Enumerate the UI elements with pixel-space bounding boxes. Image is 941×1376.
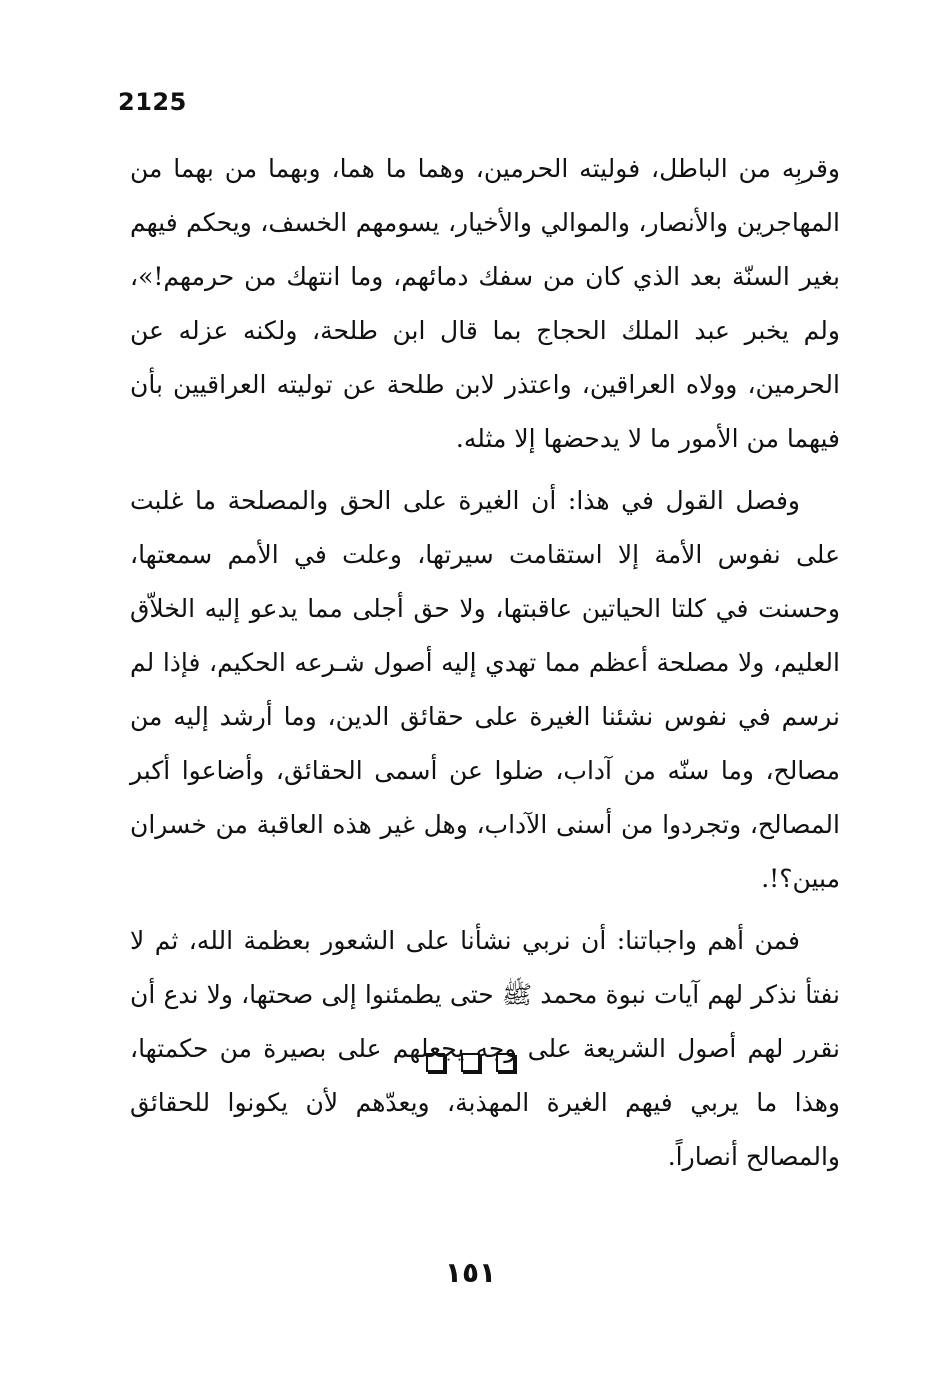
body-text — [130, 142, 840, 1192]
paragraph-3: فمن أهم واجباتنا: أن نربي نشأنا على الشعور بعظمة الله، ثم لا نفتأ نذكر لهم آيات نبوة محمد ﷺ حتى يطمئنوا إلى صحتها، ولا ندع أن نقرر لهم أصول الشريعة على وجه يجعلهم على بصيرة من حكمتها، وهذا ما يربي فيهم الغيرة المهذبة، ويعدّهم لأن يكونوا للحقائق والمصالح أنصاراً. — [130, 926, 840, 1171]
ornament-square-icon — [461, 1053, 480, 1072]
section-divider-ornament — [0, 1053, 941, 1072]
page-number-bottom: ١٥١ — [444, 1256, 497, 1289]
paragraph-1: وقربِه من الباطل، فوليته الحرمين، وهما ما هما، وبهما من بهما من المهاجرين والأنصار، والموالي والأخيار، يسومهم الخسف، ويحكم فيهم بغير السنّة بعد الذي كان من سفك دمائهم، وما انتهك من حرمهم!»، ولم يخبر عبد الملك الحجاج بما قال ابن طلحة، ولكنه عزله عن الحرمين، وولاه العراقين، واعتذر لابن طلحة عن توليته العراقيين بأن فيهما من الأمور ما لا يدحضها إلا مثله. — [130, 154, 840, 453]
paragraph-2: وفصل القول في هذا: أن الغيرة على الحق والمصلحة ما غلبت على نفوس الأمة إلا استقامت سيرتها، وعلت في الأمم سمعتها، وحسنت في كلتا الحياتين عاقبتها، ولا حق أجلى مما يدعو إليه الخلاّق العليم، ولا مصلحة أعظم مما تهدي إليه أصول شـرعه الحكيم، فإذا لم نرسم في نفوس نشئنا الغيرة على حقائق الدين، وما أرشد إليه من مصالح، وما سنّه من آداب، ضلوا عن أسمى الحقائق، وأضاعوا أكبر المصالح، وتجردوا من أسنى الآداب، وهل غير هذه العاقبة من خسران مبين؟!. — [130, 486, 840, 893]
ornament-square-icon — [496, 1053, 515, 1072]
ornament-square-icon — [426, 1053, 445, 1072]
page-number-top: 2125 — [118, 88, 187, 116]
